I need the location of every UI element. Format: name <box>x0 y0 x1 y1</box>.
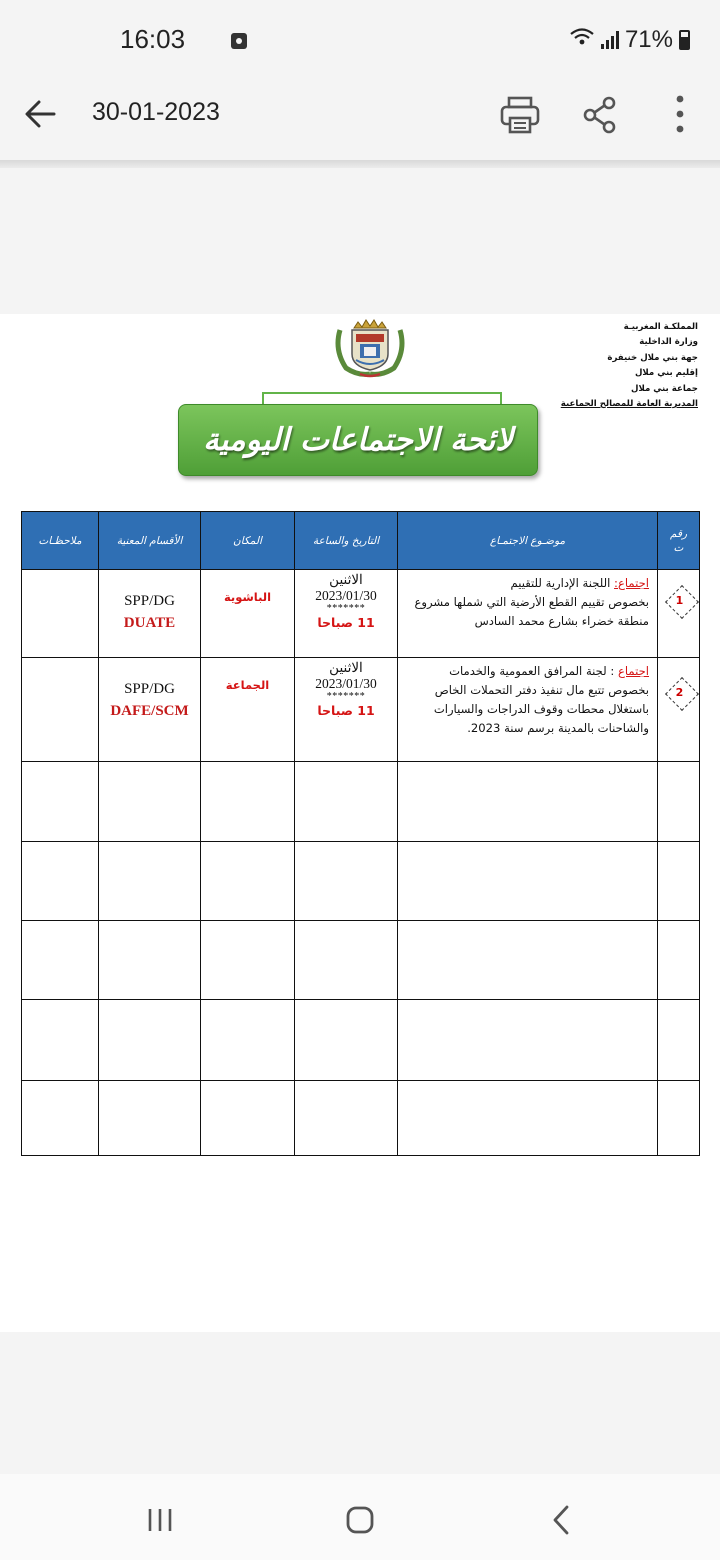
back-button[interactable] <box>20 92 60 136</box>
header-departments: الأقسام المعنية <box>99 512 201 570</box>
letterhead-line: جهة بني ملال خنيفرة <box>607 352 698 363</box>
share-button[interactable] <box>580 93 620 137</box>
header-number: رقم ت <box>658 512 700 570</box>
departments-cell <box>99 570 201 658</box>
letterhead <box>561 320 698 412</box>
row-number-cell <box>658 570 700 658</box>
subject-line: اللجنة الإدارية للتقييم <box>510 576 615 590</box>
document-page <box>0 314 720 1332</box>
recent-apps-icon <box>146 1508 174 1532</box>
more-vert-icon <box>666 93 694 137</box>
status-right <box>569 26 690 54</box>
datetime-cell <box>295 658 398 762</box>
nav-back-button[interactable] <box>548 1504 574 1536</box>
notes-cell <box>22 658 99 762</box>
share-icon <box>580 93 620 137</box>
header-place: المكان <box>201 512 295 570</box>
home-button[interactable] <box>346 1506 374 1534</box>
app-bar <box>0 66 720 162</box>
department-code: SPP/DG <box>124 681 175 697</box>
place-cell <box>201 658 295 762</box>
row-number: 1 <box>675 594 684 607</box>
table-row <box>22 570 700 658</box>
header-subject: موضـوع الاجتمـاع <box>398 512 658 570</box>
app-bar-divider <box>0 160 720 168</box>
signal-icon <box>601 31 619 49</box>
department-code: SPP/DG <box>124 593 175 609</box>
battery-icon <box>679 30 690 50</box>
empty-table-row <box>22 1000 700 1081</box>
separator-stars: ******* <box>326 691 366 702</box>
departments-cell <box>99 658 201 762</box>
letterhead-line: وزارة الداخلية <box>639 337 698 348</box>
subject-line: : لجنة المرافق العمومية والخدمات <box>449 664 618 678</box>
more-options-button[interactable] <box>666 93 694 137</box>
table-row <box>22 658 700 762</box>
header-notes: ملاحظـات <box>22 512 99 570</box>
department-code-highlight: DAFE/SCM <box>110 703 189 719</box>
system-nav-bar <box>0 1474 720 1560</box>
municipal-emblem-icon <box>330 316 410 378</box>
wifi-icon <box>569 27 595 53</box>
subject-tag: اجتماع <box>617 664 649 678</box>
letterhead-line: إقليم بني ملال <box>634 368 698 379</box>
empty-table-row <box>22 921 700 1000</box>
department-code-highlight: DUATE <box>123 615 176 631</box>
header-datetime: التاريخ والساعة <box>295 512 398 570</box>
letterhead-line: المملكـة المغربيـة <box>623 322 698 332</box>
datetime-cell <box>295 570 398 658</box>
separator-stars: ******* <box>326 603 366 614</box>
recent-apps-button[interactable] <box>146 1508 174 1532</box>
status-bar <box>0 0 720 66</box>
subject-tag: اجتماع: <box>614 576 649 590</box>
notes-cell <box>22 570 99 658</box>
document-viewer[interactable] <box>0 168 720 1332</box>
back-arrow-icon <box>20 92 60 136</box>
notification-icon <box>231 33 247 49</box>
meeting-place: الباشوية <box>223 590 272 604</box>
meeting-place: الجماعة <box>225 678 270 692</box>
status-time: 16:03 <box>120 24 186 54</box>
meeting-day: الاثنين <box>329 572 363 587</box>
table-header-row <box>22 512 700 570</box>
row-number: 2 <box>675 686 684 699</box>
subject-cell <box>398 658 658 762</box>
place-cell <box>201 570 295 658</box>
row-number-cell <box>658 658 700 762</box>
page-title: 30-01-2023 <box>92 98 220 126</box>
battery-percent: 71% <box>624 26 673 53</box>
meeting-date: 2023/01/30 <box>315 676 377 691</box>
meeting-date: 2023/01/30 <box>315 588 377 603</box>
empty-table-row <box>22 762 700 842</box>
meeting-hour: 11 صباحا <box>317 703 375 718</box>
print-button[interactable] <box>498 93 542 137</box>
letterhead-line: جماعة بني ملال <box>631 383 698 394</box>
nav-back-icon <box>548 1504 574 1536</box>
meetings-table <box>21 511 700 1156</box>
meeting-day: الاثنين <box>329 660 363 675</box>
banner-title: لائحة الاجتماعات اليومية <box>203 422 513 458</box>
meeting-hour: 11 صباحا <box>317 615 375 630</box>
title-bracket <box>262 392 502 404</box>
home-icon <box>346 1506 374 1534</box>
subject-text: بخصوص تتبع مال تنفيذ دفتر التحملات الخاص باستغلال محطات وقوف الدراجات والسيارات والشاحنات بالمدينة برسم سنة 2023. <box>433 683 649 735</box>
empty-table-row <box>22 1081 700 1156</box>
title-banner <box>178 404 538 476</box>
subject-cell <box>398 570 658 658</box>
print-icon <box>498 93 542 137</box>
letterhead-line: المديرية العامة للمصالح الجماعية <box>560 399 698 410</box>
empty-table-row <box>22 842 700 921</box>
subject-text: بخصوص تقييم القطع الأرضية التي شملها مشروع منطقة خضراء بشارع محمد السادس <box>414 595 649 628</box>
